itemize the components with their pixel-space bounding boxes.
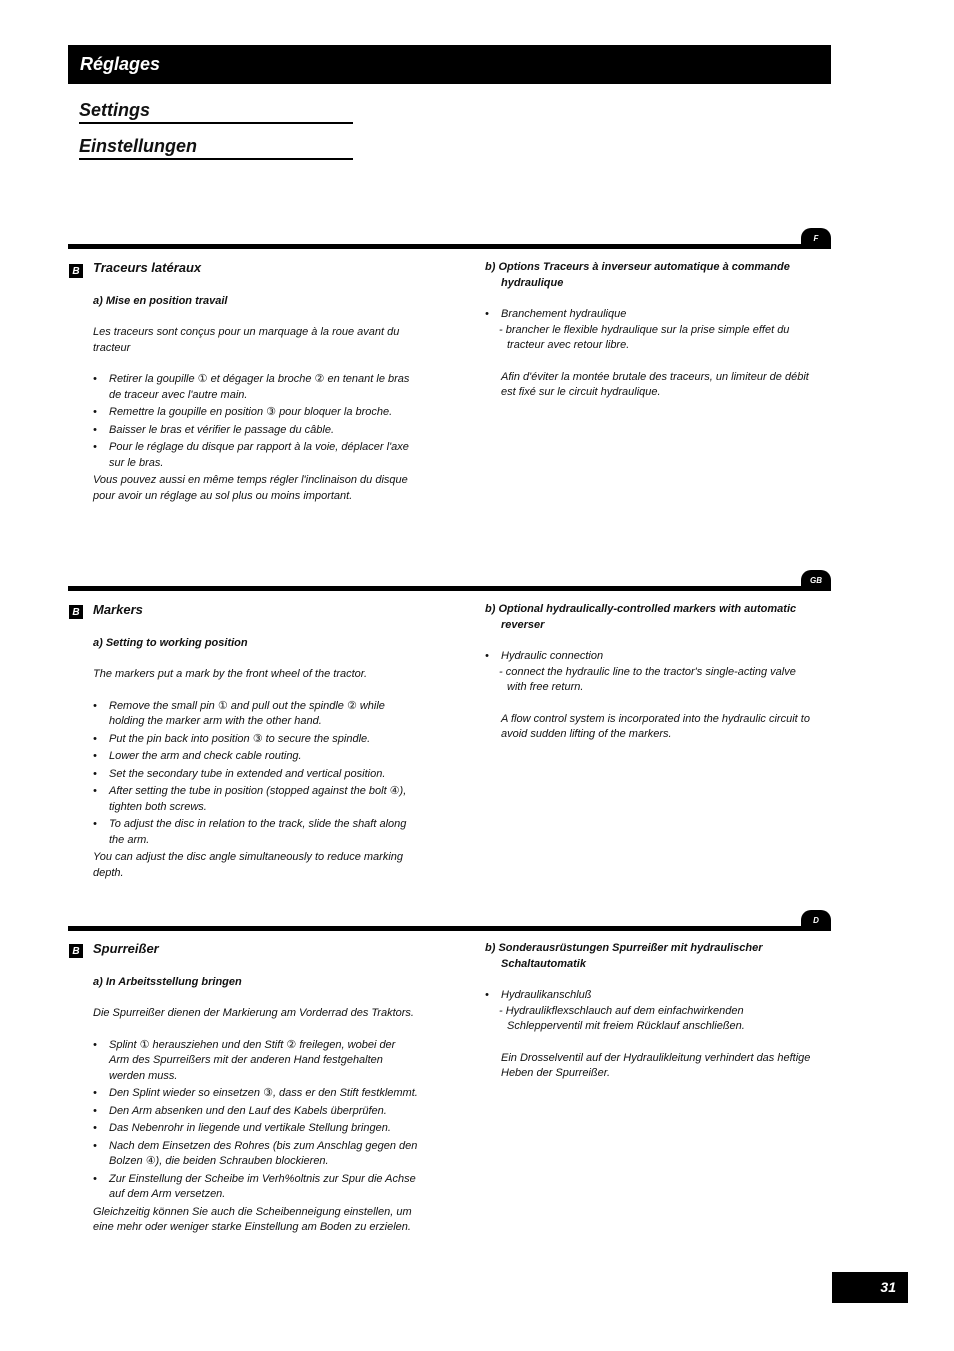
section-gb-left-column <box>93 602 418 881</box>
page-title: Réglages <box>80 54 161 74</box>
subtitle-english: Settings <box>79 99 353 124</box>
note-text: Ein Drosselventil auf der Hydraulikleitung verhindert das heftige Heben der Spurreißer. <box>501 1051 811 1079</box>
sub-heading: a) Setting to working position <box>93 636 248 649</box>
list-item: • Hydraulic connection <box>485 649 815 665</box>
instruction-list <box>93 372 418 471</box>
section-divider <box>68 926 831 931</box>
language-tab-gb: GB <box>801 570 831 591</box>
options-heading: b) Sonderausrüstungen Spurreißer mit hydraulischer Schaltautomatik <box>485 942 763 970</box>
options-heading: b) Optional hydraulically-controlled markers with automatic reverser <box>485 603 797 631</box>
list-item: • Retirer la goupille ① et dégager la broche ② en tenant le bras de traceur avec l'autre main. <box>93 372 418 403</box>
list-item: • After setting the tube in position (stopped against the bolt ④), tighten both screws. <box>93 784 418 815</box>
outro-text: Vous pouvez aussi en même temps régler l'inclinaison du disque pour avoir un réglage au sol plus ou moins important. <box>93 474 408 502</box>
list-item: • Remettre la goupille en position ③ pour bloquer la broche. <box>93 405 418 421</box>
intro-text: Die Spurreißer dienen der Markierung am Vorderrad des Traktors. <box>93 1007 414 1019</box>
list-item: • Zur Einstellung der Scheibe im Verh%oltnis zur Spur die Achse auf dem Arm versetzen. <box>93 1172 418 1203</box>
list-item: • Hydraulikanschluß <box>485 988 815 1004</box>
subtitle-german: Einstellungen <box>79 135 353 160</box>
list-item: - Hydraulikflexschlauch auf dem einfachwirkenden Schlepperventil mit freiem Rücklauf anschließen. <box>499 1004 745 1032</box>
section-d-right-column <box>485 941 815 1082</box>
section-f-right-column <box>485 260 815 401</box>
figure-marker-b: B <box>69 264 83 278</box>
section-divider <box>68 244 831 249</box>
intro-text: The markers put a mark by the front wheel of the tractor. <box>93 668 368 680</box>
list-item: • Den Arm absenken und den Lauf des Kabels überprüfen. <box>93 1104 418 1120</box>
section-heading: Spurreißer <box>93 941 159 956</box>
language-tab-f: F <box>801 228 831 249</box>
list-item: • Nach dem Einsetzen des Rohres (bis zum Anschlag gegen den Bolzen ④), die beiden Schrauben blockieren. <box>93 1139 418 1170</box>
list-item: - brancher le flexible hydraulique sur la prise simple effet du tracteur avec retour libre. <box>499 323 790 351</box>
note-text: Afin d'éviter la montée brutale des traceurs, un limiteur de débit est fixé sur le circuit hydraulique. <box>501 370 809 398</box>
section-heading: Markers <box>93 602 143 617</box>
section-f-left-column <box>93 260 418 504</box>
list-item: • Remove the small pin ① and pull out the spindle ② while holding the marker arm with the other hand. <box>93 699 418 730</box>
section-heading: Traceurs latéraux <box>93 260 202 275</box>
list-item: • To adjust the disc in relation to the track, slide the shaft along the arm. <box>93 817 418 848</box>
section-d-left-column <box>93 941 418 1236</box>
list-item: • Das Nebenrohr in liegende und vertikale Stellung bringen. <box>93 1121 418 1137</box>
intro-text: Les traceurs sont conçus pour un marquage à la roue avant du tracteur <box>93 326 400 354</box>
list-item: • Baisser le bras et vérifier le passage du câble. <box>93 423 418 439</box>
note-text: A flow control system is incorporated into the hydraulic circuit to avoid sudden lifting of the markers. <box>501 712 810 740</box>
list-item: • Den Splint wieder so einsetzen ③, dass er den Stift festklemmt. <box>93 1086 418 1102</box>
page-title-bar <box>68 45 831 84</box>
list-item: - connect the hydraulic line to the tractor's single-acting valve with free return. <box>499 665 796 693</box>
options-heading: b) Options Traceurs à inverseur automatique à commande hydraulique <box>485 261 790 289</box>
figure-marker-b: B <box>69 605 83 619</box>
language-tab-d: D <box>801 910 831 931</box>
list-item: • Branchement hydraulique <box>485 307 815 323</box>
list-item: • Set the secondary tube in extended and vertical position. <box>93 767 418 783</box>
list-item: • Put the pin back into position ③ to secure the spindle. <box>93 732 418 748</box>
outro-text: You can adjust the disc angle simultaneously to reduce marking depth. <box>93 851 404 879</box>
instruction-list <box>93 1038 418 1203</box>
page-number: 31 <box>832 1272 908 1303</box>
list-item: • Pour le réglage du disque par rapport à la voie, déplacer l'axe sur le bras. <box>93 440 418 471</box>
section-gb-right-column <box>485 602 815 743</box>
section-divider <box>68 586 831 591</box>
sub-heading: a) In Arbeitsstellung bringen <box>93 975 242 988</box>
outro-text: Gleichzeitig können Sie auch die Scheibenneigung einstellen, um eine mehr oder weniger starke Einstellung am Boden zu erzielen. <box>93 1205 412 1233</box>
list-item: • Splint ① herausziehen und den Stift ② freilegen, wobei der Arm des Spurreißers mit der anderen Hand festgehalten werden muss. <box>93 1038 418 1085</box>
instruction-list <box>93 699 418 849</box>
sub-heading: a) Mise en position travail <box>93 294 228 307</box>
list-item: • Lower the arm and check cable routing. <box>93 749 418 765</box>
figure-marker-b: B <box>69 944 83 958</box>
